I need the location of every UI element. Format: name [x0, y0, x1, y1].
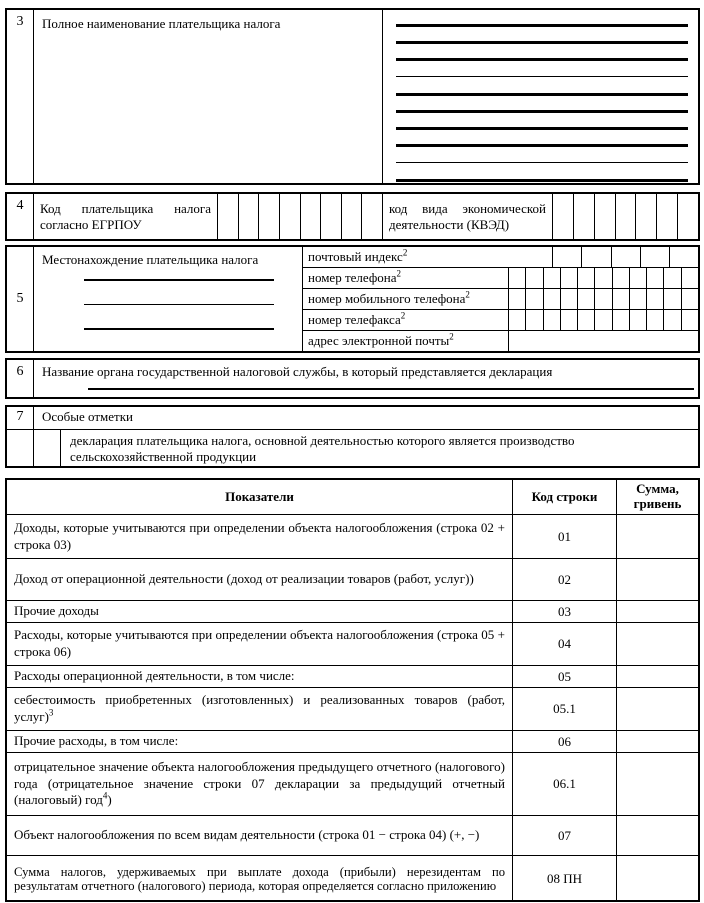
line-code: 06.1 [512, 753, 617, 815]
location-write-line[interactable] [84, 304, 274, 305]
mobile-phone-text: номер мобильного телефона [308, 291, 466, 306]
indicator-text: себестоимость приобретенных (изготовленных) и реализованных товаров (работ, услуг) [14, 692, 505, 724]
tax-authority-write-line[interactable] [88, 388, 694, 390]
input-cell[interactable] [615, 194, 636, 239]
input-cell[interactable] [543, 268, 560, 288]
input-cell[interactable] [663, 289, 680, 309]
special-marks-option-row [7, 430, 698, 466]
footnote-ref: 2 [402, 247, 408, 258]
sum-input-cell[interactable] [617, 856, 698, 902]
line-code: 07 [512, 816, 617, 855]
indicator-cell [7, 856, 512, 902]
phone-label [303, 268, 508, 288]
section7-number-spacer [7, 430, 34, 466]
write-line[interactable] [396, 58, 688, 75]
input-cell[interactable] [577, 268, 594, 288]
table-header-row [7, 480, 698, 515]
footnote-ref: 2 [465, 289, 470, 300]
sum-input-cell[interactable] [617, 601, 698, 622]
email-label [303, 331, 508, 351]
input-cell[interactable] [258, 194, 279, 239]
input-cell[interactable] [612, 310, 629, 330]
indicator-cell [7, 666, 512, 687]
input-cell[interactable] [361, 194, 382, 239]
tax-authority-area [34, 360, 698, 397]
indicator-cell [7, 688, 512, 730]
postal-index-text: почтовый индекс [308, 249, 403, 264]
indicator-cell [7, 559, 512, 600]
input-cell[interactable] [629, 289, 646, 309]
indicator-text: Прочие доходы [14, 603, 99, 619]
input-cell[interactable] [509, 268, 525, 288]
table-row-07 [7, 815, 698, 855]
indicator-text: Расходы, которые учитываются при определении объекта налогообложения (строка 05 + строка 06) [14, 627, 505, 659]
input-cell[interactable] [663, 268, 680, 288]
sum-input-cell[interactable] [617, 515, 698, 558]
write-line[interactable] [396, 110, 688, 127]
input-cell[interactable] [553, 247, 581, 267]
write-line[interactable] [396, 179, 688, 183]
input-cell[interactable] [581, 247, 610, 267]
table-row-04 [7, 622, 698, 665]
input-cell[interactable] [635, 194, 656, 239]
input-cell[interactable] [594, 268, 611, 288]
sum-input-cell[interactable] [617, 688, 698, 730]
line-code: 01 [512, 515, 617, 558]
section3-label: Полное наименование плательщика налога [34, 10, 383, 183]
sum-input-cell[interactable] [617, 559, 698, 600]
section6-number: 6 [7, 360, 34, 397]
line-code: 05 [512, 666, 617, 687]
section5-number: 5 [7, 247, 34, 351]
indicator-text-after: ) [107, 792, 112, 808]
indicator-cell [7, 601, 512, 622]
full-name-write-lines [383, 10, 698, 183]
line-code: 03 [512, 601, 617, 622]
section-6-tax-authority [5, 358, 700, 399]
header-sum: Сумма, гривень [633, 481, 682, 511]
indicator-text: Расходы операционной деятельности, в том числе: [14, 668, 295, 684]
sum-input-cell[interactable] [617, 731, 698, 752]
footnote-ref: 4 [102, 791, 108, 802]
input-cell[interactable] [218, 194, 238, 239]
section-4-codes [5, 192, 700, 241]
input-cell[interactable] [525, 289, 542, 309]
footnote-ref: 2 [396, 268, 401, 279]
postal-index-label [303, 247, 552, 267]
input-cell[interactable] [612, 268, 629, 288]
write-line[interactable] [396, 24, 688, 41]
input-cell[interactable] [594, 289, 611, 309]
line-code: 05.1 [512, 688, 617, 730]
input-cell[interactable] [320, 194, 341, 239]
special-marks-header-row [7, 407, 698, 430]
write-line[interactable] [396, 76, 688, 93]
indicator-cell [7, 515, 512, 558]
kved-label [382, 194, 552, 239]
input-cell[interactable] [543, 289, 560, 309]
input-cell[interactable] [577, 310, 594, 330]
footnote-ref: 2 [449, 331, 454, 342]
indicator-text: Сумма налогов, удерживаемых при выплате дохода (прибыли) нерезидентам по результатам отчетного (налогового) периода, которая определяется согласно приложению [14, 864, 505, 893]
table-row-02 [7, 558, 698, 600]
write-line[interactable] [396, 144, 688, 161]
section-5-location [5, 245, 700, 353]
special-marks-area [7, 407, 698, 466]
input-cell[interactable] [640, 247, 669, 267]
input-cell[interactable] [509, 310, 525, 330]
sum-input-cell[interactable] [617, 666, 698, 687]
fax-label [303, 310, 508, 330]
input-cell[interactable] [238, 194, 259, 239]
location-label: Местонахождение плательщика налога [42, 252, 259, 267]
input-cell[interactable] [509, 289, 525, 309]
indicators-table [5, 478, 700, 902]
special-marks-label: Особые отметки [42, 409, 133, 424]
input-cell[interactable] [553, 194, 573, 239]
input-cell[interactable] [656, 194, 677, 239]
input-cell[interactable] [646, 289, 663, 309]
indicator-cell [7, 816, 512, 855]
write-line[interactable] [396, 41, 688, 58]
fax-text: номер телефакса [308, 312, 401, 327]
input-cell[interactable] [594, 310, 611, 330]
phone-cells [508, 268, 698, 288]
location-write-line[interactable] [84, 328, 274, 330]
input-cell[interactable] [629, 268, 646, 288]
footnote-ref: 3 [48, 707, 54, 718]
phone-text: номер телефона [308, 270, 397, 285]
input-cell[interactable] [560, 310, 577, 330]
input-cell[interactable] [560, 289, 577, 309]
table-row-05-1 [7, 687, 698, 730]
footnote-ref: 2 [400, 310, 406, 321]
input-cell[interactable] [525, 310, 542, 330]
sum-input-cell[interactable] [617, 753, 698, 815]
input-cell[interactable] [612, 289, 629, 309]
input-cell[interactable] [341, 194, 362, 239]
indicator-cell [7, 753, 512, 815]
input-cell[interactable] [681, 289, 698, 309]
contact-row-mobile [303, 288, 698, 309]
input-cell[interactable] [573, 194, 594, 239]
section7-number: 7 [7, 407, 34, 429]
email-text: адрес электронной почты [308, 333, 450, 348]
write-line[interactable] [396, 93, 688, 110]
indicator-cell [7, 731, 512, 752]
write-line[interactable] [396, 162, 688, 179]
line-code: 06 [512, 731, 617, 752]
agro-producer-checkbox[interactable] [34, 430, 61, 466]
section-7-special-marks [5, 405, 700, 468]
egrpou-label [34, 194, 217, 239]
indicator-cell [7, 623, 512, 665]
table-row-03 [7, 600, 698, 622]
input-cell[interactable] [669, 247, 698, 267]
input-cell[interactable] [525, 268, 542, 288]
egrpou-code-cells [217, 194, 382, 239]
input-cell[interactable] [611, 247, 640, 267]
contact-row-postal [303, 247, 698, 267]
input-cell[interactable] [279, 194, 300, 239]
input-cell[interactable] [300, 194, 321, 239]
section4-number: 4 [7, 194, 34, 239]
mobile-phone-label [303, 289, 508, 309]
input-cell[interactable] [677, 194, 698, 239]
contact-row-email [303, 330, 698, 351]
fax-cells [508, 310, 698, 330]
input-cell[interactable] [646, 310, 663, 330]
kved-code-cells [552, 194, 698, 239]
indicator-text: Доходы, которые учитываются при определении объекта налогообложения (строка 02 + строка 03) [14, 519, 505, 552]
section3-number: 3 [7, 10, 34, 183]
location-write-line[interactable] [84, 279, 274, 281]
input-cell[interactable] [543, 310, 560, 330]
indicator-text: Доход от операционной деятельности (доход от реализации товаров (работ, услуг)) [14, 571, 474, 587]
table-row-08-pn [7, 855, 698, 902]
input-cell[interactable] [646, 268, 663, 288]
tax-authority-label: Название органа государственной налоговой службы, в который представляется декларация [42, 364, 553, 379]
input-cell[interactable] [577, 289, 594, 309]
postal-index-cells [552, 247, 698, 267]
input-cell[interactable] [560, 268, 577, 288]
input-cell[interactable] [681, 310, 698, 330]
line-code: 04 [512, 623, 617, 665]
input-cell[interactable] [594, 194, 615, 239]
header-line-code: Код строки [512, 480, 617, 514]
table-row-01 [7, 515, 698, 558]
contact-row-phone [303, 267, 698, 288]
line-code: 02 [512, 559, 617, 600]
agro-producer-option [61, 430, 698, 466]
sum-input-cell[interactable] [617, 623, 698, 665]
indicator-text: Прочие расходы, в том числе: [14, 733, 179, 749]
section-3-full-name [5, 8, 700, 185]
agro-producer-option-text: декларация плательщика налога, основной деятельностью которого является производство сельскохозяйственной продукции [70, 433, 575, 464]
indicator-text: Объект налогообложения по всем видам деятельности (строка 01 − строка 04) (+, −) [14, 827, 480, 843]
table-row-05 [7, 665, 698, 687]
input-cell[interactable] [663, 310, 680, 330]
input-cell[interactable] [629, 310, 646, 330]
table-row-06-1 [7, 752, 698, 815]
contact-subtable [302, 247, 698, 351]
sum-input-cell[interactable] [617, 816, 698, 855]
mobile-phone-cells [508, 289, 698, 309]
write-line[interactable] [396, 127, 688, 144]
input-cell[interactable] [681, 268, 698, 288]
email-input-area[interactable] [508, 331, 698, 351]
kved-label-text: код вида экономической деятельности (КВЭД) [389, 200, 546, 232]
table-row-06 [7, 730, 698, 752]
location-area [34, 247, 302, 351]
indicator-text: отрицательное значение объекта налогообложения предыдущего отчетного (налогового) года (отрицательное значение строки 07 декларации за предыдущий отчетный (налоговый) год [14, 758, 505, 808]
line-code: 08 ПН [512, 856, 617, 902]
header-indicators: Показатели [225, 488, 294, 504]
egrpou-label-text: Код плательщика налога согласно ЕГРПОУ [40, 200, 211, 232]
contact-row-fax [303, 309, 698, 330]
